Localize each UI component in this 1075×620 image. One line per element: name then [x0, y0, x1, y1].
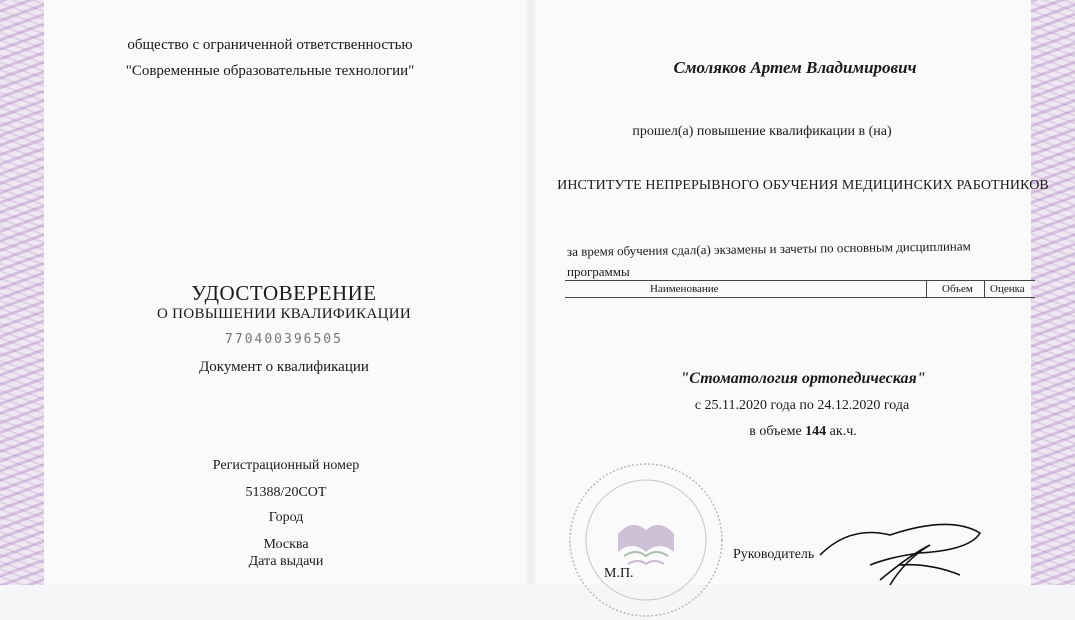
table-top-line — [565, 280, 1035, 281]
document-number: 770400396505 — [225, 332, 343, 347]
table-header-name: Наименование — [650, 283, 719, 295]
course-period: с 25.11.2020 года по 24.12.2020 года — [694, 398, 910, 413]
official-seal — [566, 460, 726, 620]
document-title: УДОСТОВЕРЕНИЕ — [191, 281, 377, 305]
table-header-volume: Объем — [942, 283, 973, 295]
document-subtitle: О ПОВЫШЕНИИ КВАЛИФИКАЦИИ — [157, 306, 411, 322]
city-value: Москва — [263, 537, 309, 552]
registration-label: Регистрационный номер — [212, 458, 360, 473]
volume-prefix: в объеме — [749, 424, 802, 439]
exams-text-line-2: программы — [567, 264, 630, 279]
page-fold — [524, 0, 538, 585]
org-line-2: "Современные образовательные технологии" — [125, 63, 415, 79]
document-type: Документ о квалификации — [199, 359, 369, 375]
person-name: Смоляков Артем Владимирович — [673, 58, 917, 77]
volume-value: 144 — [805, 424, 827, 439]
institution-name: ИНСТИТУТЕ НЕПРЕРЫВНОГО ОБУЧЕНИЯ МЕДИЦИНСКИХ РАБОТНИКОВ — [557, 178, 1049, 193]
passed-text: прошел(а) повышение квалификации в (на) — [632, 124, 892, 139]
table-divider-1 — [926, 280, 927, 297]
head-label: Руководитель — [733, 547, 815, 562]
exams-text-line-1: за время обучения сдал(а) экзамены и зачеты по основным дисциплинам — [566, 238, 971, 259]
registration-number: 51388/20СОТ — [245, 485, 327, 500]
table-header-grade: Оценка — [990, 283, 1025, 295]
org-line-1: общество с ограниченной ответственностью — [127, 37, 413, 53]
course-title: "Стоматология ортопедическая" — [680, 370, 926, 387]
volume-unit: ак.ч. — [829, 424, 857, 439]
decorative-border-left — [0, 0, 44, 585]
table-header-line — [565, 297, 1035, 298]
stamp-label: М.П. — [604, 566, 634, 581]
handwritten-signature — [810, 505, 990, 595]
issue-date-label: Дата выдачи — [248, 554, 324, 569]
table-divider-2 — [984, 280, 985, 297]
course-volume — [749, 424, 856, 440]
decorative-border-right — [1031, 0, 1075, 585]
city-label: Город — [268, 510, 304, 525]
